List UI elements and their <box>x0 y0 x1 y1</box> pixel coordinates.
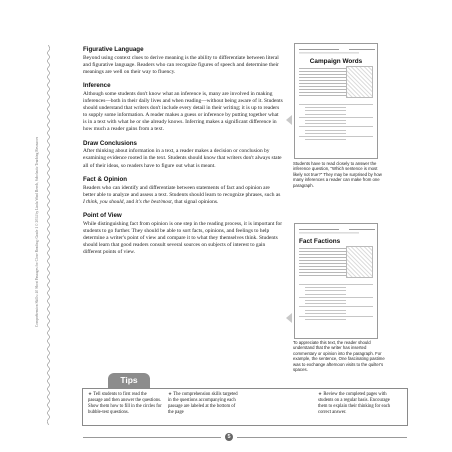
sample-page-thumbnail <box>294 223 378 339</box>
star-icon: ★ <box>168 392 174 397</box>
footer-rule <box>83 437 221 438</box>
section-heading: Draw Conclusions <box>83 139 137 147</box>
body-text: that signal opinions. <box>173 198 219 205</box>
page-number: 5 <box>225 433 233 441</box>
section-heading: Inference <box>83 82 111 90</box>
section-draw-conclusions <box>83 140 283 170</box>
section-fact-opinion <box>83 176 283 206</box>
thumbnail-caption: To appreciate this text, the reader should understand that the writer has inserted commentary or opinion into the paragraph. For example, the sentence, One fascinating pastime was to exchange afternoon visits to the quilter's spaces. <box>293 340 385 373</box>
tip-item <box>168 392 242 416</box>
tip-text: Review the completed pages with students on a regular basis. Encourage them to explain their thinking for each correct answer. <box>318 392 391 415</box>
thumbnail-text-lines <box>299 68 347 98</box>
thumbnail-header-lines <box>299 48 375 55</box>
opinion-phrase: it's the best/most, <box>135 198 173 205</box>
thumbnail-illustration <box>346 66 373 98</box>
section-body: Although some students don't know what an inference is, many are involved in making inferences—both in their daily lives and when reading—without being aware of it. Students should understand that writers don't include every detail in their writing; it is up to readers to supply some information. A reader makes a guess or inference by putting together what is in a text with what he or she already knows. Inferring makes a significant difference in how much a reader gains from a text. <box>83 90 283 133</box>
section-body: While distinguishing fact from opinion is one step in the reading process, it is important for students to go further. They should be able to sort facts, opinions, and feelings to help determine a writer's point of view and compare it to what they themselves think. Students should learn that good readers consult several sources on subjects of interest to gain different points of view. <box>83 220 283 256</box>
section-figurative-language <box>83 46 283 76</box>
section-heading: Figurative Language <box>83 46 144 53</box>
footer-rule <box>237 437 407 438</box>
star-icon: ★ <box>318 392 324 397</box>
thumbnail-text-lines <box>299 248 347 278</box>
thumbnail-header-lines <box>299 228 375 235</box>
tip-item <box>318 392 392 416</box>
section-body: Beyond using context clues to derive meaning is the ability to differentiate between literal and figurative language. Readers who can recognize figures of speech and determine their meanings are well on their way to fluency. <box>83 54 279 75</box>
side-credit-text: Comprehension Skills: 40 Short Passages for Close Reading: Grade 1 © 2014 by Linda Ward Beech, Scholastic Teaching Resources <box>35 136 39 328</box>
thumbnail-question-lines <box>299 104 373 142</box>
body-text: and <box>124 198 136 205</box>
tip-text: The comprehension skills targeted in the questions accompanying each passage are labeled at the bottom of the page <box>168 392 238 415</box>
star-icon: ★ <box>88 392 94 397</box>
section-heading: Point of View <box>83 212 122 220</box>
thumbnail-title: Fact Factions <box>299 238 341 245</box>
section-body: After thinking about information in a text, a reader makes a decision or conclusion by examining evidence rooted in the text. Students should know that writers don't always state all of their ideas, so readers have to figure out what is meant. <box>83 148 282 169</box>
pointer-arrow <box>286 115 292 125</box>
thumbnail-question-lines <box>299 284 373 322</box>
tip-text: Tell students to first read the passage and then answer the questions. Show them how to fill in the circles for bubble-test questions. <box>88 392 162 415</box>
section-point-of-view <box>83 212 283 256</box>
side-credit <box>34 52 40 414</box>
pointer-arrow <box>286 313 292 323</box>
main-content <box>83 46 283 263</box>
opinion-phrases: I think, you should, <box>83 198 125 205</box>
thumbnail-illustration <box>346 246 373 278</box>
thumbnail-title: Campaign Words <box>309 58 363 65</box>
thumbnail-caption: Students have to read closely to answer the inference question, "Which sentence is most likely not true?" They may be surprised by how many inferences a reader can make from one paragraph. <box>293 161 382 188</box>
tips-tab: Tips <box>108 373 150 388</box>
body-text: Readers who can identify and differentiate between statements of fact and opinion are better able to analyze and assess a text. Students should learn to recognize phrases, such as <box>83 184 281 198</box>
zigzag-border <box>47 45 50 425</box>
section-body <box>83 185 283 206</box>
sample-page-thumbnail <box>294 43 378 159</box>
section-heading: Fact & Opinion <box>83 176 127 184</box>
tip-item <box>88 392 162 416</box>
section-inference <box>83 82 283 133</box>
